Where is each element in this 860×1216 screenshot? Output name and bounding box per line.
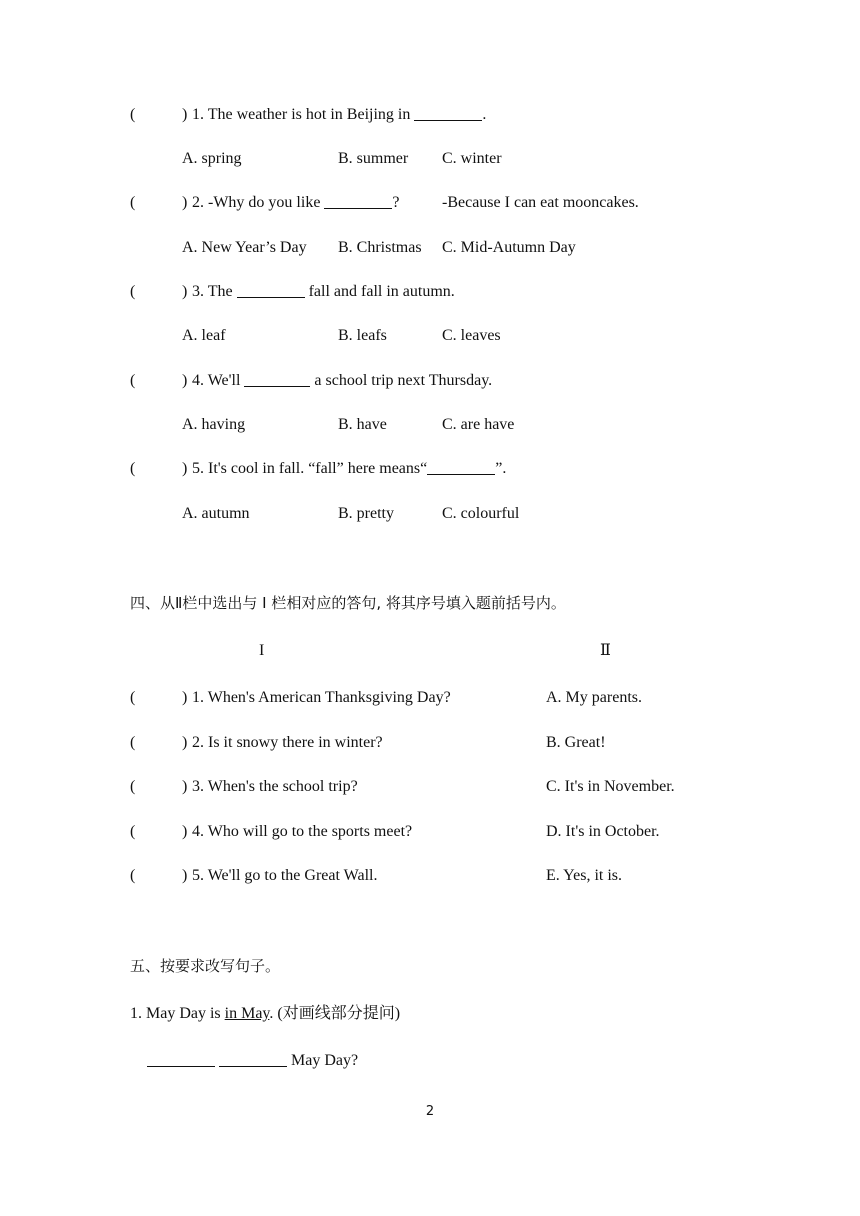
answer-paren-open: (	[130, 823, 136, 840]
answer-paren-open: (	[130, 778, 136, 795]
question-1	[0, 103, 860, 127]
option-b[interactable]: B. leafs	[338, 327, 387, 344]
fill-blank[interactable]	[244, 370, 310, 387]
answer-paren-open: (	[130, 734, 136, 751]
option-a[interactable]: A. having	[182, 416, 246, 433]
question-stem: 4. We'll a school trip next Thursday.	[192, 372, 493, 389]
option-a[interactable]: A. New Year’s Day	[182, 239, 307, 256]
fill-blank[interactable]	[219, 1050, 287, 1067]
options-4	[0, 413, 860, 437]
match-question: 2. Is it snowy there in winter?	[192, 734, 383, 751]
underlined-phrase: in May	[224, 1005, 270, 1022]
answer-paren-open: (	[130, 283, 136, 300]
match-row-4	[0, 820, 860, 844]
match-question: 5. We'll go to the Great Wall.	[192, 867, 378, 884]
section-5-heading-row	[0, 954, 860, 978]
fill-blank[interactable]	[237, 281, 305, 298]
answer-paren-close: )	[182, 778, 188, 795]
options-2	[0, 236, 860, 260]
option-a[interactable]: A. spring	[182, 150, 242, 167]
match-answer: D. It's in October.	[546, 823, 660, 840]
answer-paren-close: )	[182, 734, 188, 751]
answer-paren-open: (	[130, 372, 136, 389]
option-a[interactable]: A. autumn	[182, 505, 250, 522]
option-a[interactable]: A. leaf	[182, 327, 226, 344]
match-question: 3. When's the school trip?	[192, 778, 358, 795]
question-reply: -Because I can eat mooncakes.	[442, 194, 639, 211]
answer-paren-close: )	[182, 372, 188, 389]
question-3	[0, 280, 860, 304]
answer-paren-close: )	[182, 867, 188, 884]
column-2-header: Ⅱ	[600, 642, 611, 659]
option-c[interactable]: C. are have	[442, 416, 515, 433]
fill-blank[interactable]	[147, 1050, 215, 1067]
match-question: 4. Who will go to the sports meet?	[192, 823, 413, 840]
options-5	[0, 502, 860, 526]
answer-paren-close: )	[182, 283, 188, 300]
column-headers	[0, 639, 860, 663]
answer-paren-open: (	[130, 867, 136, 884]
section-4-heading: 四、从Ⅱ栏中选出与 I 栏相对应的答句, 将其序号填入题前括号内。	[130, 594, 566, 612]
match-row-5	[0, 864, 860, 888]
rewrite-answer-1	[0, 1049, 860, 1073]
option-c[interactable]: C. winter	[442, 150, 502, 167]
question-stem: 1. The weather is hot in Beijing in .	[192, 106, 487, 123]
option-c[interactable]: C. Mid-Autumn Day	[442, 239, 576, 256]
question-stem: 2. -Why do you like ?	[192, 194, 400, 211]
question-stem: 3. The fall and fall in autumn.	[192, 283, 455, 300]
fill-blank[interactable]	[427, 458, 495, 475]
answer-paren-close: )	[182, 106, 188, 123]
answer-paren-open: (	[130, 194, 136, 211]
rewrite-answer-line: May Day?	[147, 1049, 358, 1073]
match-answer: E. Yes, it is.	[546, 867, 623, 884]
option-b[interactable]: B. Christmas	[338, 239, 422, 256]
question-5	[0, 457, 860, 481]
answer-paren-close: )	[182, 823, 188, 840]
question-4	[0, 369, 860, 393]
page-number: 2	[425, 1104, 435, 1119]
answer-paren-open: (	[130, 689, 136, 706]
match-answer: B. Great!	[546, 734, 606, 751]
option-b[interactable]: B. have	[338, 416, 387, 433]
question-2	[0, 191, 860, 215]
rewrite-prompt: 1. May Day is in May. (对画线部分提问)	[130, 1005, 401, 1022]
option-b[interactable]: B. summer	[338, 150, 409, 167]
option-b[interactable]: B. pretty	[338, 505, 394, 522]
answer-paren-close: )	[182, 689, 188, 706]
section-4-heading-row	[0, 591, 860, 615]
answer-paren-close: )	[182, 460, 188, 477]
match-question: 1. When's American Thanksgiving Day?	[192, 689, 451, 706]
fill-blank[interactable]	[324, 192, 392, 209]
match-row-1	[0, 686, 860, 710]
option-c[interactable]: C. colourful	[442, 505, 520, 522]
match-answer: C. It's in November.	[546, 778, 675, 795]
rewrite-question-1	[0, 1002, 860, 1026]
options-1	[0, 147, 860, 171]
match-row-2	[0, 731, 860, 755]
match-row-3	[0, 775, 860, 799]
answer-paren-open: (	[130, 460, 136, 477]
section-5-heading: 五、按要求改写句子。	[130, 957, 281, 975]
question-stem: 5. It's cool in fall. “fall” here means“ ”.	[192, 460, 507, 477]
answer-paren-open: (	[130, 106, 136, 123]
option-c[interactable]: C. leaves	[442, 327, 501, 344]
fill-blank[interactable]	[414, 104, 482, 121]
answer-paren-close: )	[182, 194, 188, 211]
column-1-header: I	[259, 642, 265, 659]
match-answer: A. My parents.	[546, 689, 642, 706]
options-3	[0, 324, 860, 348]
